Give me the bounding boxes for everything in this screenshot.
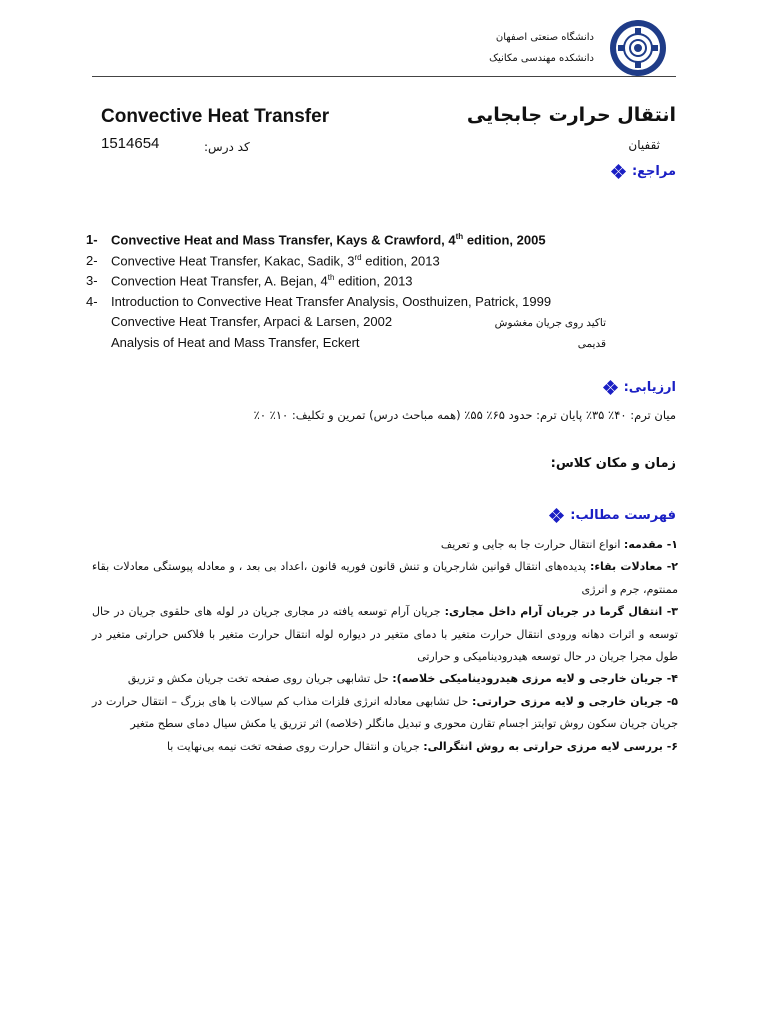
reference-item-extra bbox=[86, 314, 606, 335]
toc-item: ۵- جریان خارجی و لایه مرزی حرارتی: حل تشابهی معادله انرژی فلزات مذاب کم سیالات با های بزرگ – انتقال حرارت در جریان جریان سکون روش توایتز اجسام تقارن محوری و تبدیل مانگلر (خلاصه) اثر تزریق یا مکش سیال دمای سطح متغیر bbox=[92, 694, 678, 731]
course-title-fa: انتقال حرارت جابجایی bbox=[466, 104, 676, 126]
references-heading-label: مراجع: bbox=[631, 164, 676, 179]
course-code-label: کد درس: bbox=[204, 140, 250, 154]
reference-text: Convective Heat Transfer, Arpaci & Larsen, 2002 bbox=[111, 314, 393, 329]
diamond-bullet-icon bbox=[550, 509, 564, 523]
reference-number: 2- bbox=[86, 252, 98, 268]
reference-note: تاکید روی جریان مغشوش bbox=[494, 317, 606, 329]
reference-item bbox=[86, 273, 606, 294]
course-title-en: Convective Heat Transfer bbox=[101, 106, 330, 127]
toc-heading-label: فهرست مطالب: bbox=[570, 508, 676, 523]
evaluation-heading bbox=[604, 380, 676, 395]
reference-number: 4- bbox=[86, 293, 98, 309]
references-heading bbox=[612, 164, 676, 179]
reference-item bbox=[86, 232, 606, 253]
toc-item: ۴- جریان خارجی و لایه مرزی هیدرودینامیکی خلاصه): حل تشابهی جریان روی صفحه تخت جریان مکش و تزریق bbox=[127, 672, 678, 686]
evaluation-heading-label: ارزیابی: bbox=[623, 380, 676, 395]
department-name: دانشکده مهندسی مکانیک bbox=[489, 53, 594, 64]
header-divider bbox=[92, 76, 676, 77]
diamond-bullet-icon bbox=[612, 165, 626, 179]
reference-text: Analysis of Heat and Mass Transfer, Eckert bbox=[111, 334, 360, 350]
reference-item bbox=[86, 253, 606, 274]
course-code: 1514654 bbox=[101, 135, 160, 152]
reference-note: قدیمی bbox=[577, 337, 606, 350]
evaluation-text: میان ترم: ۴۰٪ ۳۵٪ پایان ترم: حدود ۶۵٪ ۵۵٪ (همه مباحث درس) تمرین و تکلیف: ۱۰٪ ۰٪ bbox=[253, 408, 676, 422]
toc-item: ۶- بررسی لایه مرزی حرارتی به روش انتگرالی: جریان و انتقال حرارت روی صفحه تخت نیمه بی‌نهایت با bbox=[166, 739, 678, 753]
reference-item-extra bbox=[86, 335, 606, 356]
toc-list bbox=[92, 534, 678, 758]
schedule-heading: زمان و مکان کلاس: bbox=[550, 456, 676, 471]
reference-text: Convection Heat Transfer, A. Bejan, 4th edition, 2013 bbox=[111, 273, 413, 289]
university-header bbox=[489, 27, 594, 69]
toc-heading bbox=[550, 508, 676, 523]
toc-item: ۳- انتقال گرما در جریان آرام داخل مجاری: جریان آرام توسعه یافته در مجاری جریان در لوله های حلقوی جریان در حال توسعه و اثرات دهانه ورودی انتقال حرارت متغیر با دمای متغیر در دیواره لوله انتقال حرارت متغیر با فلاکس حرارتی متغیر در طول مجرا جریان در حال توسعه هیدرودینامیکی و حرارتی bbox=[92, 605, 678, 664]
instructor-name: ثقفیان bbox=[628, 138, 660, 152]
university-logo bbox=[608, 18, 668, 78]
toc-item: ۱- مقدمه: انواع انتقال حرارت جا به جایی و تعریف bbox=[440, 538, 678, 551]
toc-item: ۲- معادلات بقاء: پدیده‌های انتقال قوانین شارجریان و تنش قانون فوریه قانون ،اعداد بی بعد ، و معادله پیوستگی معادلات بقاء ممنتوم، جرم و انرژی bbox=[92, 560, 679, 596]
reference-text: Convective Heat Transfer, Kakac, Sadik, 3rd edition, 2013 bbox=[111, 252, 440, 268]
reference-item bbox=[86, 294, 606, 315]
diamond-bullet-icon bbox=[604, 381, 618, 395]
reference-text: Introduction to Convective Heat Transfer Analysis, Oosthuizen, Patrick, 1999 bbox=[111, 293, 552, 309]
reference-number: 1- bbox=[86, 232, 98, 248]
reference-number: 3- bbox=[86, 273, 98, 289]
references-list bbox=[86, 232, 606, 355]
university-name: دانشگاه صنعتی اصفهان bbox=[495, 32, 594, 43]
reference-text: Convective Heat and Mass Transfer, Kays & Crawford, 4th edition, 2005 bbox=[111, 232, 546, 248]
